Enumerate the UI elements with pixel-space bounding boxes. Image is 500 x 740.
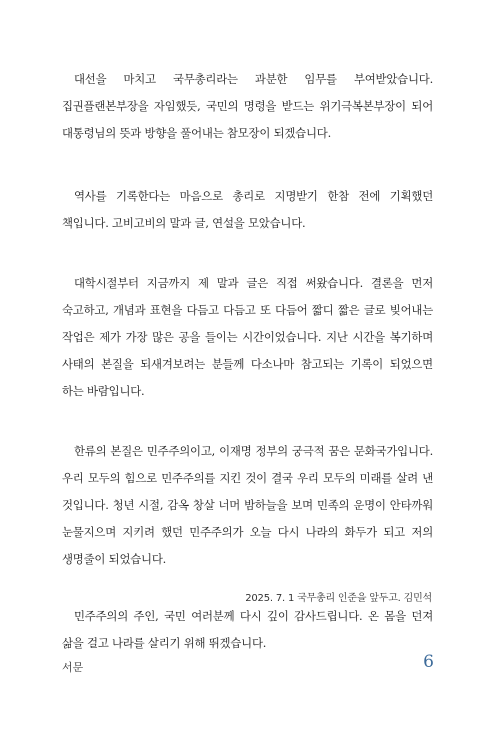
paragraph-4: 한류의 본질은 민주주의이고, 이재명 정부의 궁극적 꿈은 문화국가입니다. 우리 모두의 힘으로 민주주의를 지킨 것이 결국 우리 모두의 미래를 살려 낸 것입니다. 청년 시절, 감옥 창살 너머 밤하늘을 보며 민족의 운명이 안타까워 눈물지으며 지키려 했던 민주주의가 오늘 다시 나라의 화두가 되고 저의 생명줄이 되었습니다. (62, 444, 433, 566)
page-number: 6 (423, 652, 434, 672)
signature-line: 2025. 7. 1 국무총리 인준을 앞두고. 김민석 (245, 593, 432, 604)
preface-body (62, 66, 433, 657)
paragraph-1: 대선을 마치고 국무총리라는 과분한 임무를 부여받았습니다. 집권플랜본부장을 자임했듯, 국민의 명령을 받드는 위기극복본부장이 되어 대통령님의 뜻과 방향을 풀어내는 참모장이 되겠습니다. (62, 72, 433, 140)
paragraph-2: 역사를 기록한다는 마음으로 총리로 지명받기 한참 전에 기획했던 책입니다. 고비고비의 말과 글, 연설을 모았습니다. (62, 189, 433, 230)
paragraph-5: 민주주의의 주인, 국민 여러분께 다시 깊이 감사드립니다. 온 몸을 던져 삶을 걸고 나라를 살리기 위해 뛰겠습니다. (62, 609, 433, 650)
paragraph-3: 대학시절부터 지금까지 제 말과 글은 직접 써왔습니다. 결론을 먼저 숙고하고, 개념과 표현을 다듬고 다듬고 또 다듬어 짧디 짧은 글로 빚어내는 작업은 제가 가장 많은 공을 들이는 시간이었습니다. 지난 시간을 복기하며 사태의 본질을 되새겨보려는 분들께 다소나마 참고되는 기록이 되었으면 하는 바람입니다. (62, 276, 433, 398)
footer-section-title: 서문 (62, 661, 84, 674)
